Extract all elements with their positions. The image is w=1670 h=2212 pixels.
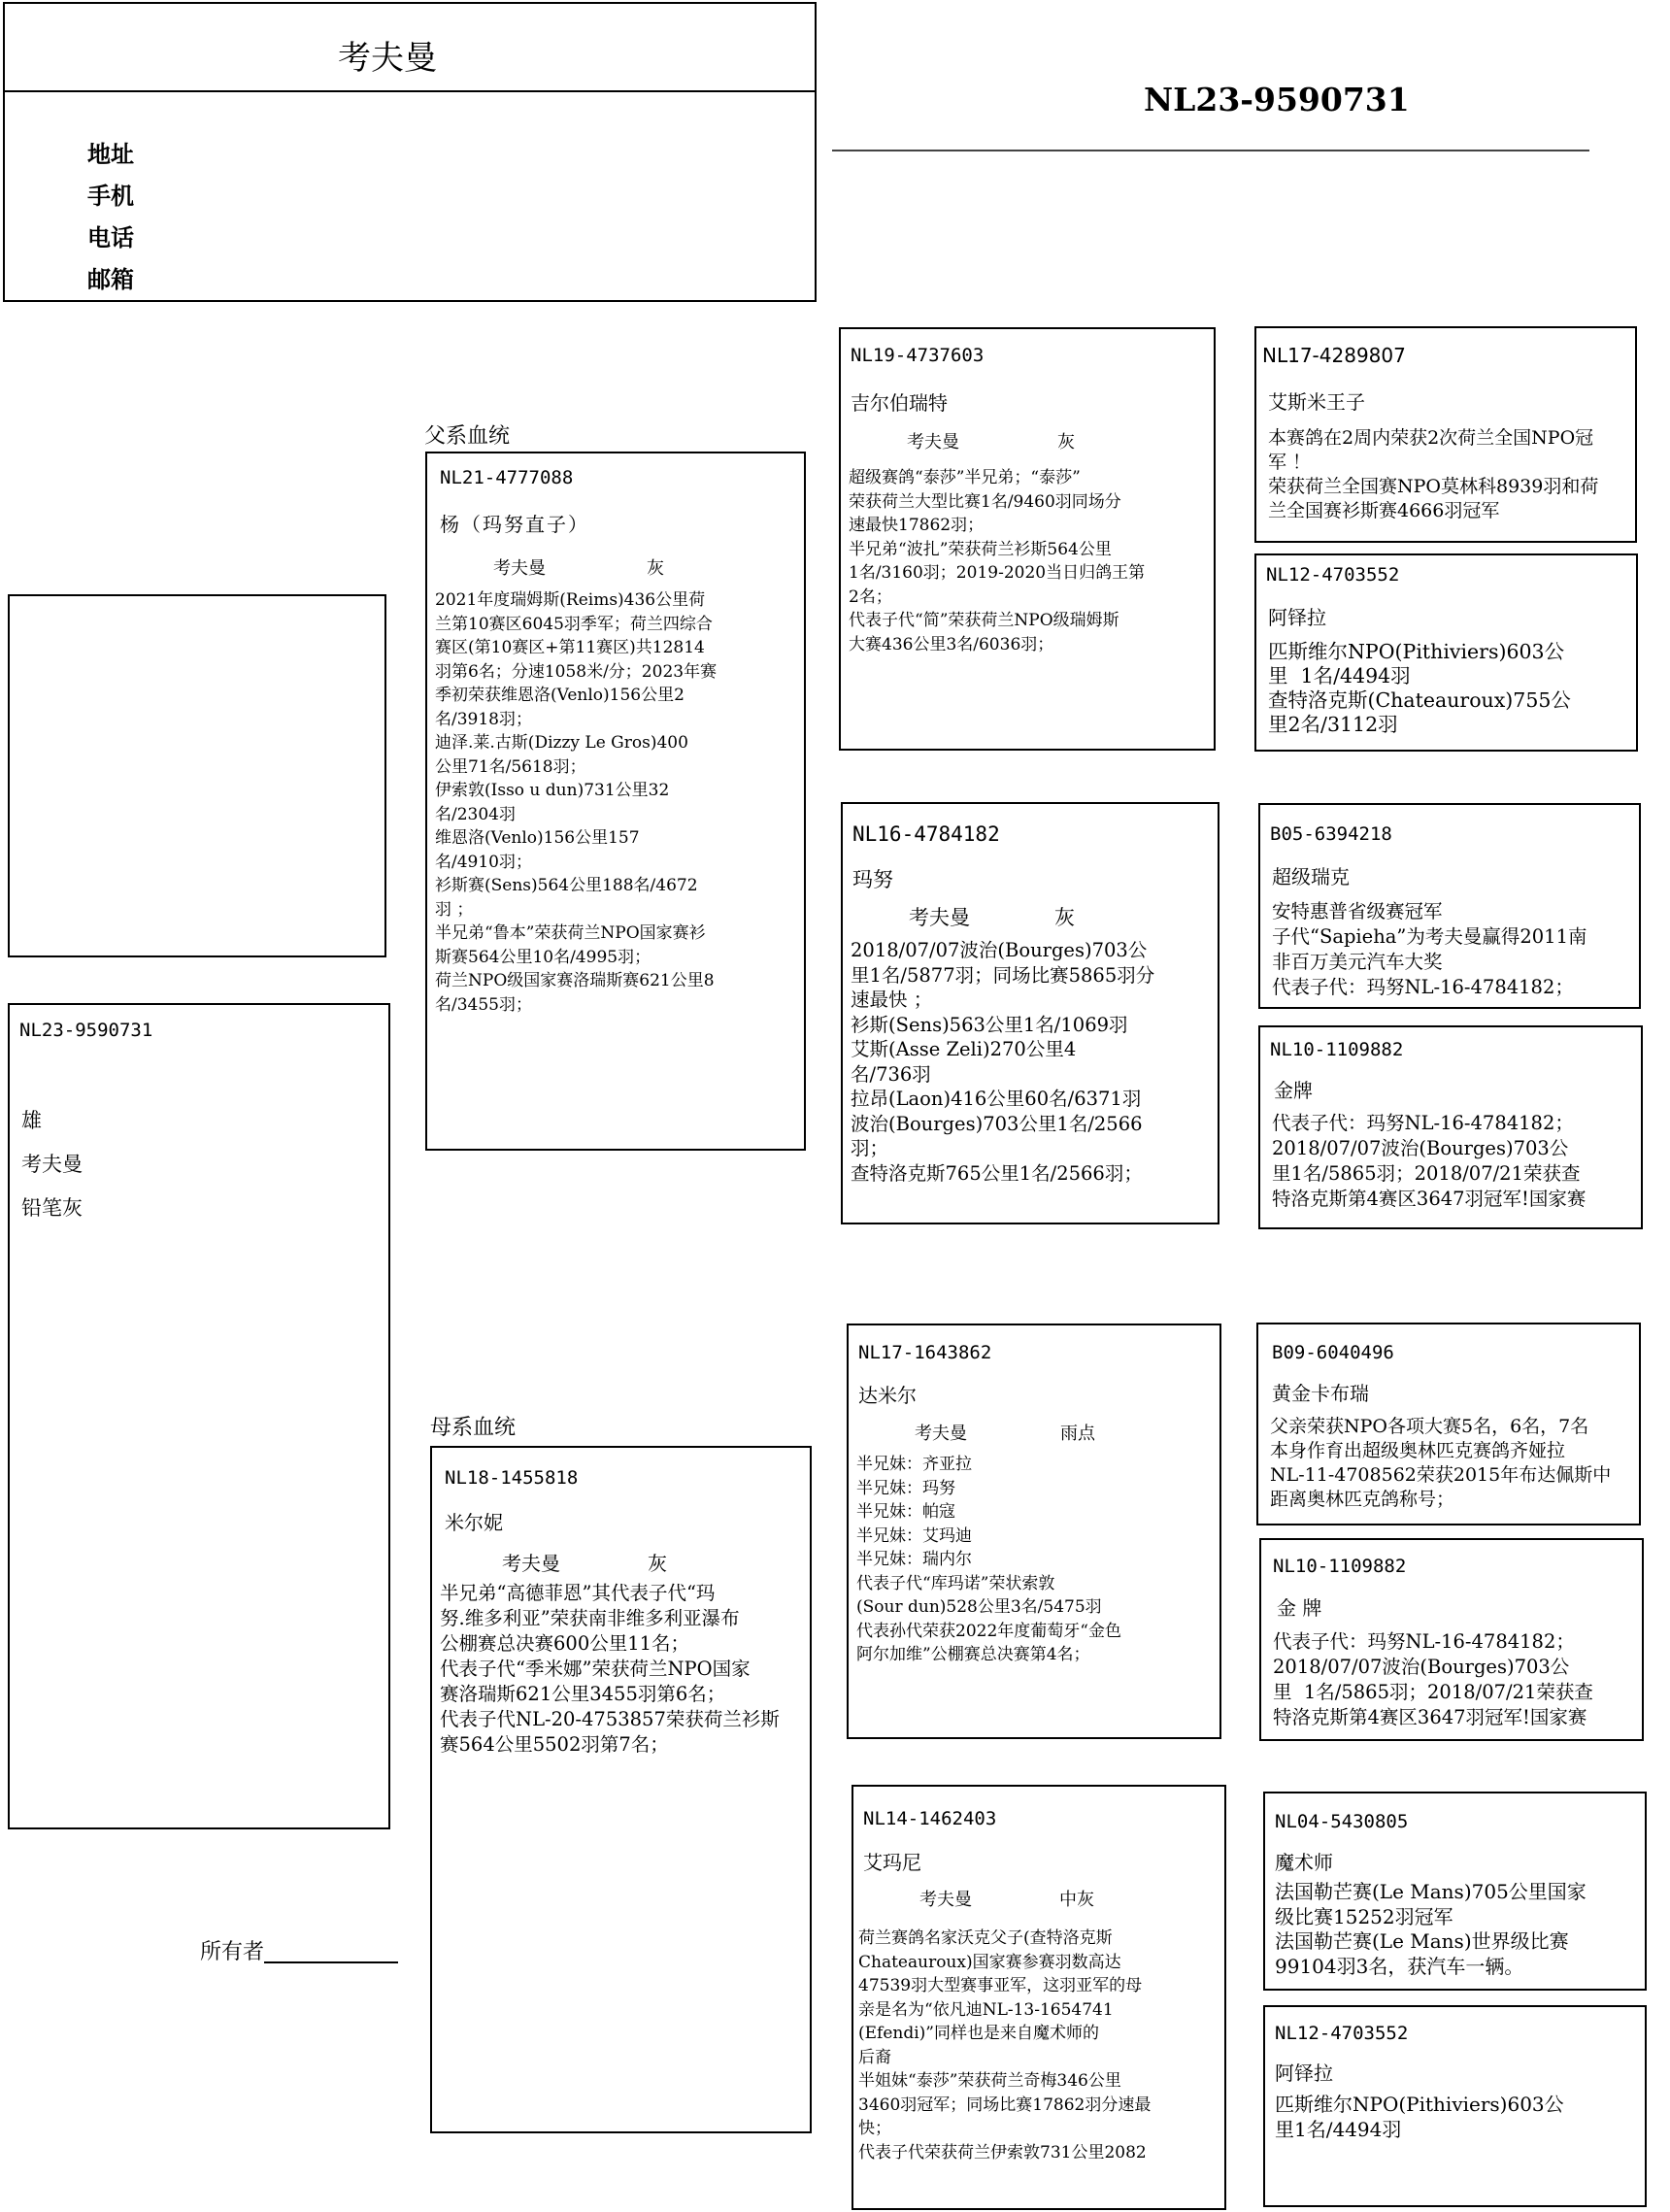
sire-color: 灰 [647, 558, 664, 579]
sire-sire-card [839, 327, 1216, 751]
sire-dam-breeder: 考夫曼 [909, 906, 970, 929]
sire-breeder: 考夫曼 [493, 558, 546, 579]
dds-ring: NL04-5430805 [1275, 1811, 1409, 1832]
dam-dam-description: 荷兰赛鸽名家沃克父子(查特洛克斯 Chateauroux)国家赛参赛羽数高达 47539羽大型赛事亚军，这羽亚军的母 亲是名为“依凡迪NL-13-1654741 (Efendi)”同样也是来自魔术师的 后裔 半姐妹“泰莎”荣获荷兰奇梅346公里 3460羽冠军；同场比赛17862羽分速最 快； 代表子代荣获荷兰伊索敦731公里2082 [858, 1928, 1152, 2162]
dam-line-label: 母系血统 [430, 1416, 517, 1440]
ssd-name: 阿铎拉 [1268, 606, 1326, 629]
dam-sire-color: 雨点 [1060, 1424, 1095, 1444]
dam-card [430, 1446, 812, 2133]
dsd-ring: NL10-1109882 [1273, 1556, 1407, 1577]
sire-ring: NL21-4777088 [440, 467, 574, 488]
owner-header-divider [5, 90, 815, 92]
subject-ring: NL23-9590731 [19, 1020, 153, 1041]
dam-name: 米尔妮 [445, 1511, 503, 1534]
dam-dam-ring: NL14-1462403 [863, 1808, 997, 1829]
dsd-description: 代表子代：玛努NL-16-4784182； 2018/07/07波治(Bourges)703公 里 1名/5865羽；2018/07/21荣获查 特洛克斯第4赛区3647羽冠军!国家赛 [1273, 1630, 1593, 1728]
sire-sire-description: 超级赛鸽“泰莎”半兄弟；“泰莎” 荣获荷兰大型比赛1名/9460羽同场分 速最快17862羽； 半兄弟“波扎”荣获荷兰衫斯564公里 1名/3160羽；2019-2020当日归鸽王第 2名； 代表子代“简”荣获荷兰NPO级瑞姆斯 大赛436公里3名/6036羽； [849, 468, 1146, 654]
sire-dam-card [841, 802, 1219, 1224]
sss-card [1254, 326, 1637, 543]
dam-sire-name: 达米尔 [858, 1384, 917, 1407]
subject-sex: 雄 [21, 1109, 42, 1132]
dss-card [1256, 1323, 1641, 1525]
dds-card [1263, 1792, 1647, 1991]
dam-dam-color: 中灰 [1059, 1890, 1094, 1910]
sire-sire-ring: NL19-4737603 [851, 345, 985, 366]
sire-sire-name: 吉尔伯瑞特 [851, 391, 948, 415]
ssd-description: 匹斯维尔NPO(Pithiviers)603公 里 1名/4494羽 查特洛克斯(Chateauroux)755公 里2名/3112羽 [1268, 640, 1571, 736]
email-label: 邮箱 [87, 265, 134, 293]
owner-header-box [3, 2, 817, 302]
dam-dam-card [852, 1785, 1226, 2210]
dam-dam-name: 艾玛尼 [863, 1851, 921, 1874]
dsd-name: 金 牌 [1277, 1596, 1322, 1620]
sire-card [425, 452, 806, 1151]
dam-sire-card [847, 1324, 1221, 1739]
sds-description: 安特惠普省级赛冠军 子代“Sapieha”为考夫曼赢得2011南 非百万美元汽车大奖 代表子代：玛努NL-16-4784182； [1272, 900, 1587, 998]
address-label: 地址 [87, 140, 134, 168]
dam-color: 灰 [648, 1552, 667, 1575]
sire-dam-ring: NL16-4784182 [852, 822, 1000, 846]
owner-name: 考夫曼 [338, 39, 437, 78]
sss-description: 本赛鸽在2周内荣获2次荷兰全国NPO冠 军 ！ 荣获荷兰全国赛NPO莫林科8939羽和荷 兰全国赛衫斯赛4666羽冠军 [1268, 427, 1599, 521]
subject-breeder: 考夫曼 [21, 1153, 83, 1176]
header-ring-underline [832, 150, 1589, 151]
sire-dam-color: 灰 [1054, 906, 1075, 929]
dds-name: 魔术师 [1275, 1851, 1333, 1874]
ddd-name: 阿铎拉 [1275, 2061, 1333, 2085]
ddd-ring: NL12-4703552 [1275, 2023, 1409, 2044]
sire-description: 2021年度瑞姆斯(Reims)436公里荷 兰第10赛区6045羽季军；荷兰四综合 赛区(第10赛区+第11赛区)共12814 羽第6名；分速1058米/分；2023年赛 季初荣获维恩洛(Venlo)156公里2 名/3918羽； 迪泽.莱.古斯(Dizzy Le Gros)400 公里71名/5618羽； 伊索敦(Isso u dun)731公里32 名/2304羽 维恩洛(Venlo)156公里157 名/4910羽； 衫斯赛(Sens)564公里188名/4672 羽 ； 半兄弟“鲁本”荣获荷兰NPO国家赛衫 斯赛564公里10名/4995羽； 荷兰NPO级国家赛洛瑞斯赛621公里8 名/3455羽； [435, 590, 718, 1015]
sire-dam-description: 2018/07/07波治(Bourges)703公 里1名/5877羽；同场比赛5865羽分 速最快 ； 衫斯(Sens)563公里1名/1069羽 艾斯(Asse Zeli)270公里4 名/736羽 拉昂(Laon)416公里60名/6371羽 波治(Bourges)703公里1名/2566 羽； 查特洛克斯765公里1名/2566羽； [851, 939, 1155, 1185]
dam-sire-breeder: 考夫曼 [915, 1424, 967, 1444]
dam-sire-ring: NL17-1643862 [858, 1342, 992, 1363]
sdd-card [1258, 1025, 1643, 1229]
subject-color: 铅笔灰 [21, 1196, 83, 1220]
sds-ring: B05-6394218 [1270, 823, 1392, 845]
sdd-description: 代表子代：玛努NL-16-4784182； 2018/07/07波治(Bourges)703公 里1名/5865羽；2018/07/21荣获查 特洛克斯第4赛区3647羽冠军!国家赛 [1272, 1112, 1586, 1210]
dam-breeder: 考夫曼 [502, 1552, 560, 1575]
dsd-card [1259, 1538, 1644, 1741]
ssd-card [1254, 553, 1638, 752]
dam-description: 半兄弟“高德菲恩”其代表子代“玛 努.维多利亚”荣获南非维多利亚瀑布 公棚赛总决赛600公里11名； 代表子代“季米娜”荣获荷兰NPO国家 赛洛瑞斯621公里3455羽第6名； 代表子代NL-20-4753857荣获荷兰衫斯 赛564公里5502羽第7名； [440, 1582, 780, 1756]
ssd-ring: NL12-4703552 [1266, 564, 1400, 586]
sdd-ring: NL10-1109882 [1270, 1039, 1404, 1060]
owner-signature-line [264, 1961, 398, 1963]
sss-ring: NL17-4289807 [1262, 344, 1406, 367]
sire-line-label: 父系血统 [424, 424, 511, 449]
dam-dam-breeder: 考夫曼 [919, 1890, 972, 1910]
dds-description: 法国勒芒赛(Le Mans)705公里国家 级比赛15252羽冠军 法国勒芒赛(Le Mans)世界级比赛 99104羽3名，获汽车一辆。 [1275, 1880, 1586, 1978]
dss-name: 黄金卡布瑞 [1272, 1382, 1369, 1405]
owner-signature-label: 所有者 [200, 1940, 265, 1964]
sss-name: 艾斯米王子 [1268, 390, 1365, 414]
dss-description: 父亲荣获NPO各项大赛5名，6名，7名 本身作育出超级奥林匹克赛鸽齐娅拉 NL-11-4708562荣获2015年布达佩斯中 距离奥林匹克鸽称号； [1270, 1416, 1612, 1510]
photo-placeholder [8, 594, 386, 957]
ddd-description: 匹斯维尔NPO(Pithiviers)603公 里1名/4494羽 [1275, 2093, 1564, 2141]
ddd-card [1263, 2005, 1647, 2207]
sire-sire-color: 灰 [1057, 432, 1075, 452]
sire-sire-breeder: 考夫曼 [907, 432, 959, 452]
subject-card [8, 1003, 390, 1829]
mobile-label: 手机 [87, 182, 134, 210]
dam-sire-description: 半兄妹：齐亚拉 半兄妹：玛努 半兄妹：帕寇 半兄妹：艾玛迪 半兄妹：瑞内尔 代表子代“库玛诺”荣状索敦 (Sour dun)528公里3名/5475羽 代表孙代荣获2022年度葡萄牙“金色 阿尔加维”公棚赛总决赛第4名； [856, 1455, 1121, 1664]
phone-label: 电话 [87, 223, 134, 251]
header-ring-number: NL23-9590731 [1144, 81, 1410, 118]
sdd-name: 金牌 [1274, 1079, 1313, 1102]
dss-ring: B09-6040496 [1272, 1342, 1394, 1363]
sds-name: 超级瑞克 [1272, 865, 1350, 888]
dam-ring: NL18-1455818 [445, 1467, 579, 1489]
sds-card [1258, 803, 1641, 1009]
sire-dam-name: 玛努 [852, 868, 893, 891]
sire-name: 杨（玛努直子） [440, 513, 589, 536]
